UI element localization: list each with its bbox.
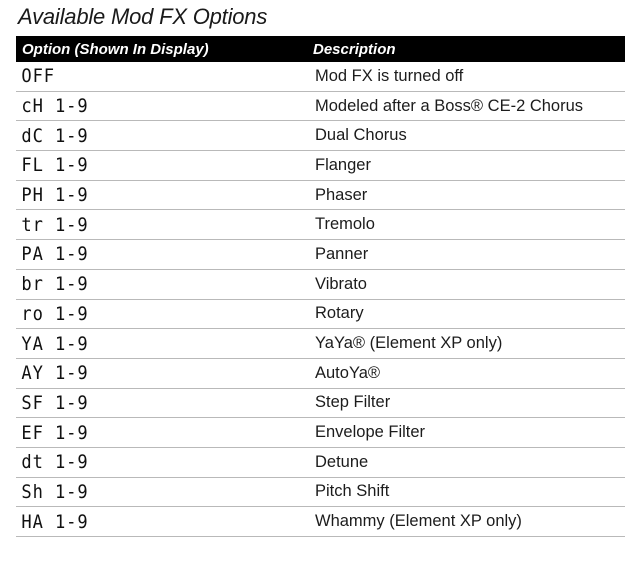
table-row <box>16 447 625 477</box>
table-row <box>16 418 625 448</box>
option-display-code: dC 1-9 <box>16 121 278 151</box>
page-title: Available Mod FX Options <box>18 4 268 29</box>
option-display-code: OFF <box>16 62 278 91</box>
option-description: Step Filter <box>307 388 625 418</box>
table-row <box>16 477 625 507</box>
option-display-code: cH 1-9 <box>16 91 278 121</box>
option-display-code: dt 1-9 <box>16 447 278 477</box>
option-description: Modeled after a Boss® CE-2 Chorus <box>307 91 625 121</box>
table-row <box>16 507 625 537</box>
option-description: Tremolo <box>307 210 625 240</box>
table-body <box>16 62 625 537</box>
table-row <box>16 269 625 299</box>
table-row <box>16 151 625 181</box>
option-description: AutoYa® <box>307 358 625 388</box>
table-row <box>16 329 625 359</box>
option-description: Dual Chorus <box>307 121 625 151</box>
option-description: Rotary <box>307 299 625 329</box>
option-description: YaYa® (Element XP only) <box>307 329 625 359</box>
option-display-code: PA 1-9 <box>16 240 278 270</box>
option-description: Mod FX is turned off <box>307 62 625 91</box>
option-display-code: ro 1-9 <box>16 299 278 329</box>
column-header-description: Description <box>307 36 625 62</box>
table-row <box>16 299 625 329</box>
option-display-code: SF 1-9 <box>16 388 278 418</box>
option-description: Phaser <box>307 180 625 210</box>
option-description: Whammy (Element XP only) <box>307 507 625 537</box>
option-display-code: tr 1-9 <box>16 210 278 240</box>
table-row <box>16 210 625 240</box>
option-display-code: EF 1-9 <box>16 418 278 448</box>
table-row <box>16 240 625 270</box>
table-header <box>16 36 625 62</box>
column-header-option: Option (Shown In Display) <box>16 36 307 62</box>
option-display-code: AY 1-9 <box>16 358 278 388</box>
option-description: Panner <box>307 240 625 270</box>
table-row <box>16 91 625 121</box>
option-description: Envelope Filter <box>307 418 625 448</box>
option-description: Flanger <box>307 151 625 181</box>
option-display-code: YA 1-9 <box>16 329 278 359</box>
option-display-code: PH 1-9 <box>16 180 278 210</box>
option-description: Vibrato <box>307 269 625 299</box>
option-display-code: HA 1-9 <box>16 507 278 537</box>
option-display-code: br 1-9 <box>16 269 278 299</box>
table-row <box>16 121 625 151</box>
mod-fx-options-table <box>16 36 625 537</box>
table-header-row <box>16 36 625 62</box>
option-description: Pitch Shift <box>307 477 625 507</box>
table-row <box>16 62 625 91</box>
table-row <box>16 180 625 210</box>
table-row <box>16 358 625 388</box>
option-description: Detune <box>307 447 625 477</box>
option-display-code: Sh 1-9 <box>16 477 278 507</box>
option-display-code: FL 1-9 <box>16 151 278 181</box>
table-row <box>16 388 625 418</box>
